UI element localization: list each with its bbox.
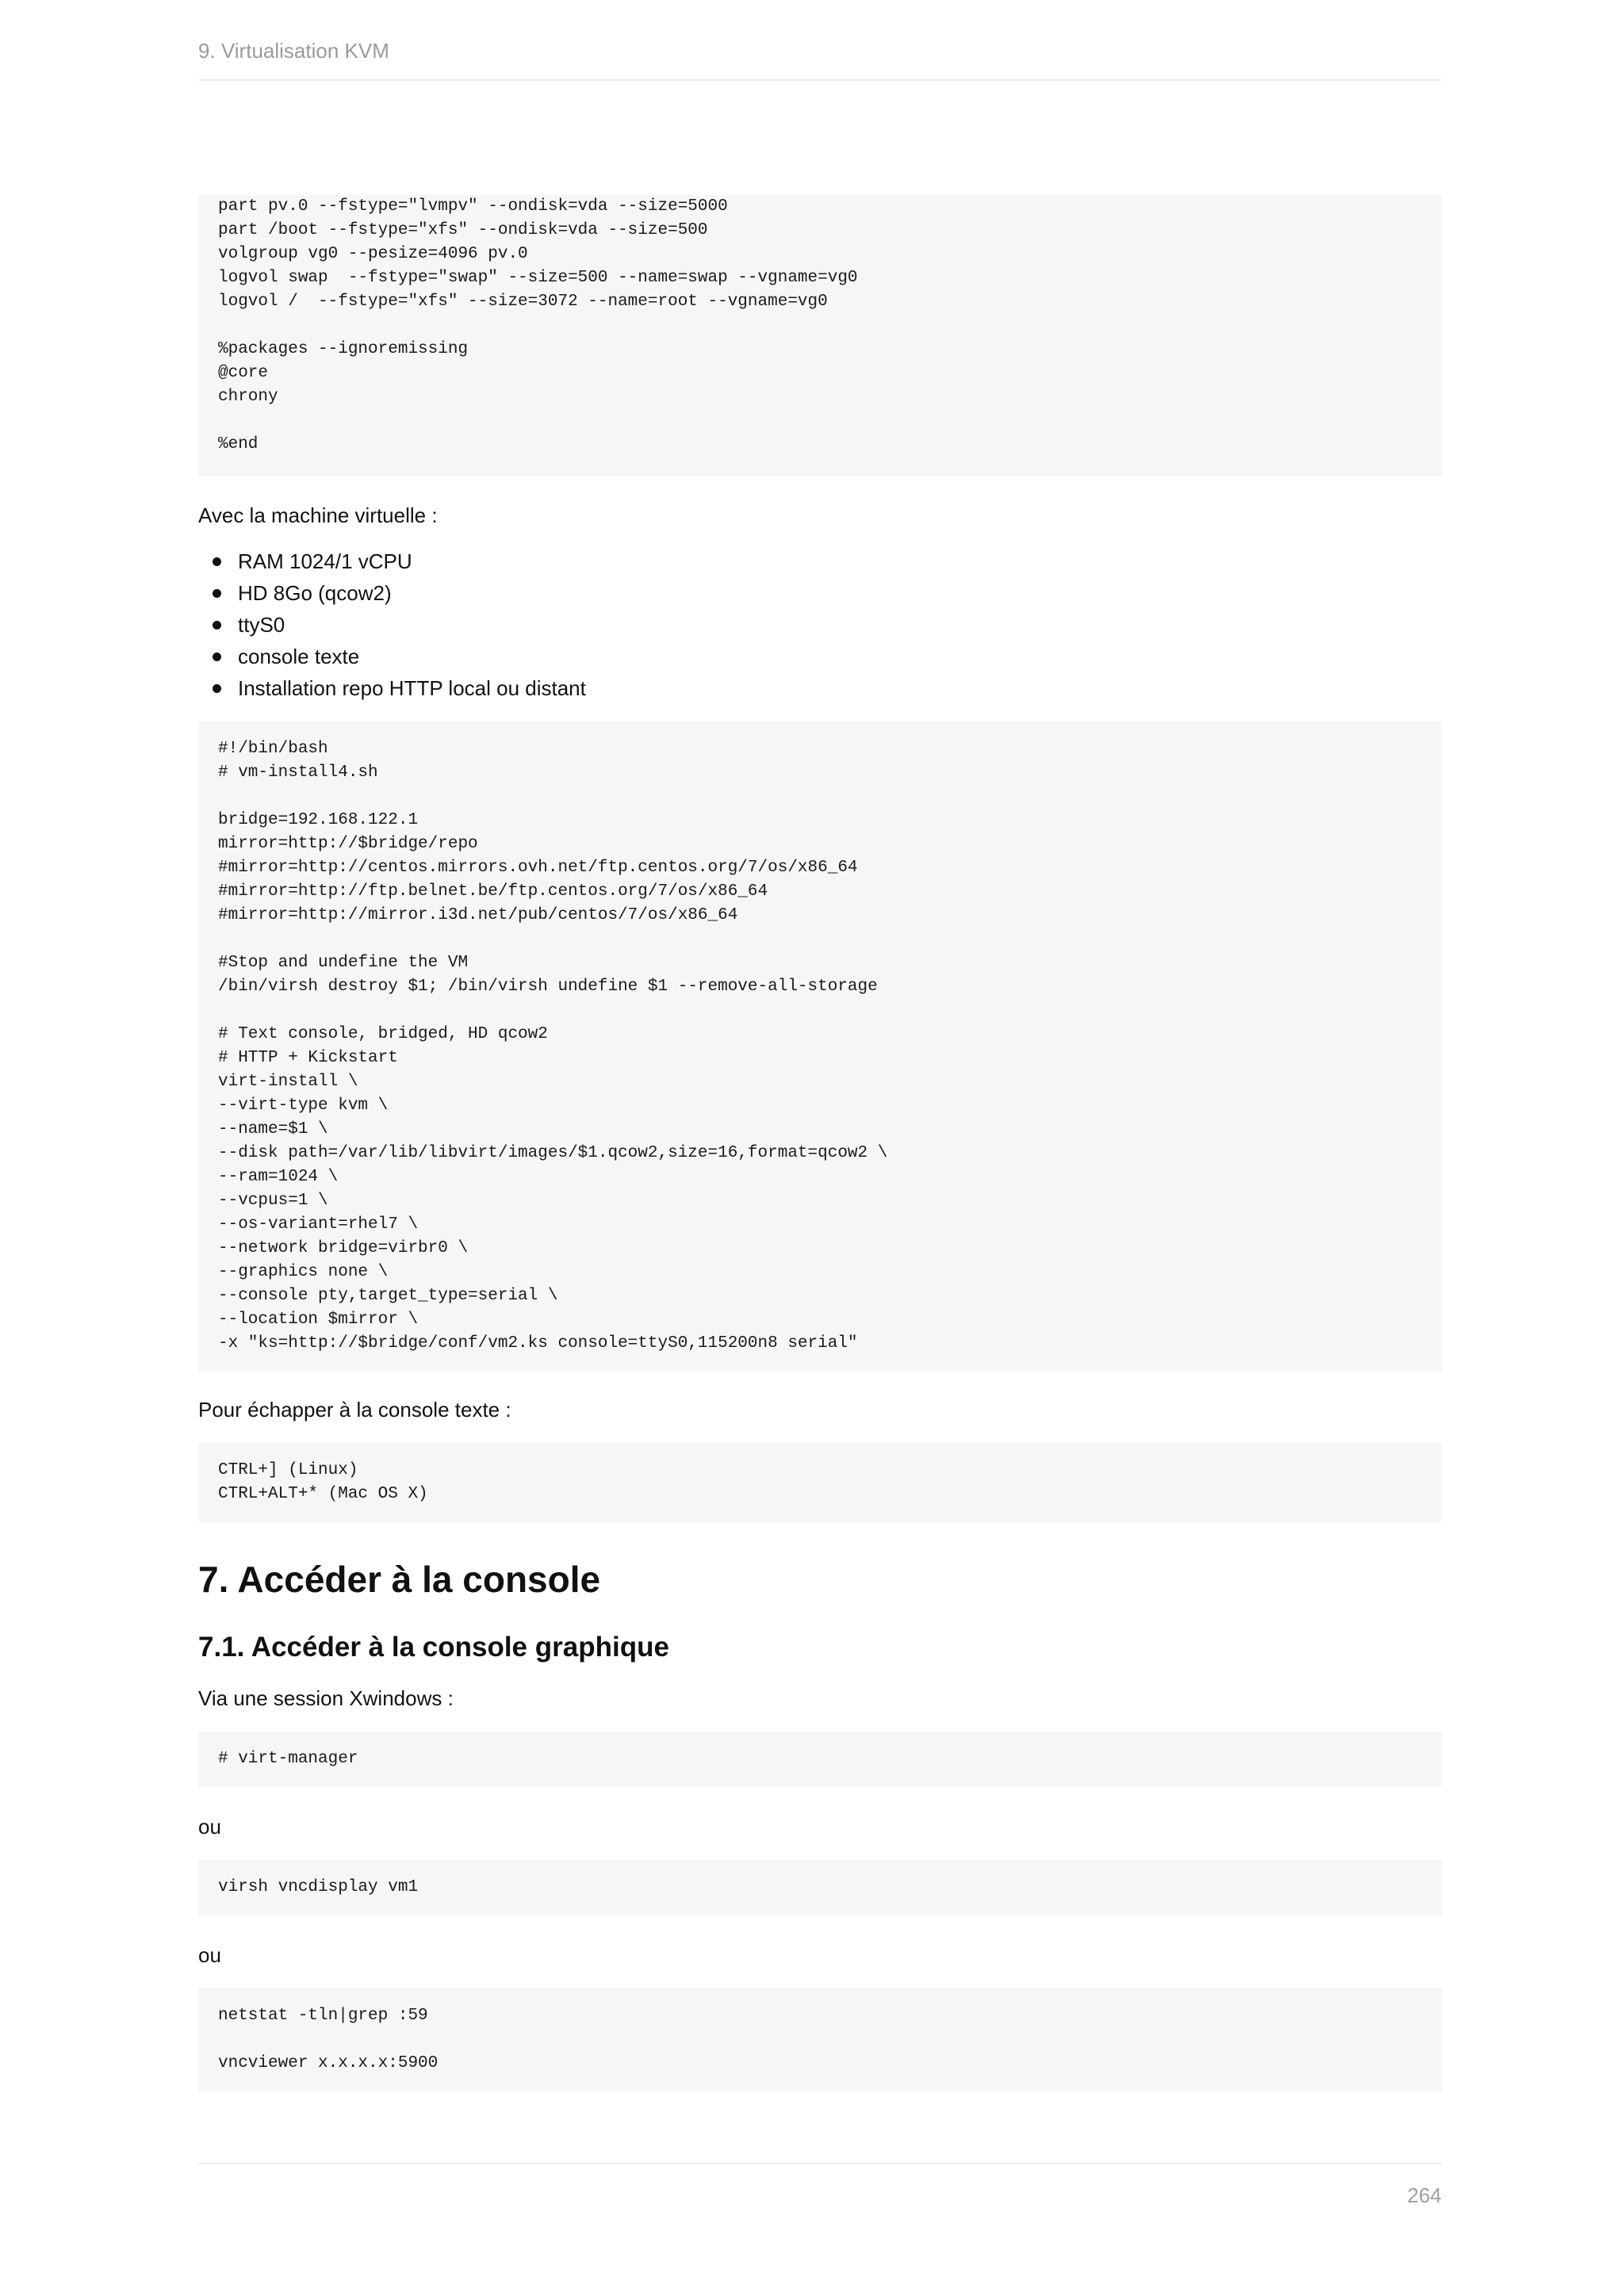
vm-specs-list	[198, 545, 1442, 704]
code-block-escape-keys: CTRL+] (Linux) CTRL+ALT+* (Mac OS X)	[198, 1443, 1442, 1522]
page-footer	[198, 2163, 1442, 2228]
code-block-vncdisplay: virsh vncdisplay vm1	[198, 1860, 1442, 1915]
code-block-netstat: netstat -tln|grep :59 vncviewer x.x.x.x:5900	[198, 1988, 1442, 2091]
page-header	[198, 35, 1442, 81]
xwindows-intro-text: Via une session Xwindows :	[198, 1686, 454, 1710]
chapter-title: 9. Virtualisation KVM	[198, 39, 389, 63]
code-block-install-script: #!/bin/bash # vm-install4.sh bridge=192.168.122.1 mirror=http://$bridge/repo #mirror=http://centos.mirrors.ovh.net/ftp.centos.org/7/os/x86_64 #mirror=http://ftp.belnet.be/ftp.centos.org/7/os/x86_64 #mirror=http://mirror.i3d.net/pub/centos/7/os/x86_64 #Stop and undefine the VM /bin/virsh destroy $1; /bin/virsh undefine $1 --remove-all-storage # Text console, bridged, HD qcow2 # HTTP + Kickstart virt-install \ --virt-type kvm \ --name=$1 \ --disk path=/var/lib/libvirt/images/$1.qcow2,size=16,format=qcow2 \ --ram=1024 \ --vcpus=1 \ --os-variant=rhel7 \ --network bridge=virbr0 \ --graphics none \ --console pty,target_type=serial \ --location $mirror \ -x "ks=http://$bridge/conf/vm2.ks console=ttyS0,115200n8 serial"	[198, 721, 1442, 1372]
subsection-title: 7.1. Accéder à la console graphique	[198, 1632, 669, 1663]
page-number: 264	[1407, 2183, 1442, 2207]
code-block-virt-manager: # virt-manager	[198, 1732, 1442, 1787]
or-text-1: ou	[198, 1815, 221, 1839]
list-item: ttyS0	[198, 609, 1442, 641]
code-block-kickstart: part pv.0 --fstype="lvmpv" --ondisk=vda --size=5000 part /boot --fstype="xfs" --ondisk=vda --size=500 volgroup vg0 --pesize=4096 pv.0 logvol swap --fstype="swap" --size=500 --name=swap --vgname=vg0 logvol / --fstype="xfs" --size=3072 --name=root --vgname=vg0 %packages --ignoremissing @core chrony %end	[198, 195, 1442, 476]
or-text-2: ou	[198, 1943, 221, 1967]
list-item: RAM 1024/1 vCPU	[198, 545, 1442, 577]
list-item: Installation repo HTTP local ou distant	[198, 672, 1442, 704]
list-item: HD 8Go (qcow2)	[198, 577, 1442, 609]
section-title: 7. Accéder à la console	[198, 1559, 601, 1600]
escape-intro-text: Pour échapper à la console texte :	[198, 1398, 511, 1422]
vm-intro-text: Avec la machine virtuelle :	[198, 503, 438, 527]
page-content	[198, 195, 1442, 2091]
list-item: console texte	[198, 641, 1442, 672]
